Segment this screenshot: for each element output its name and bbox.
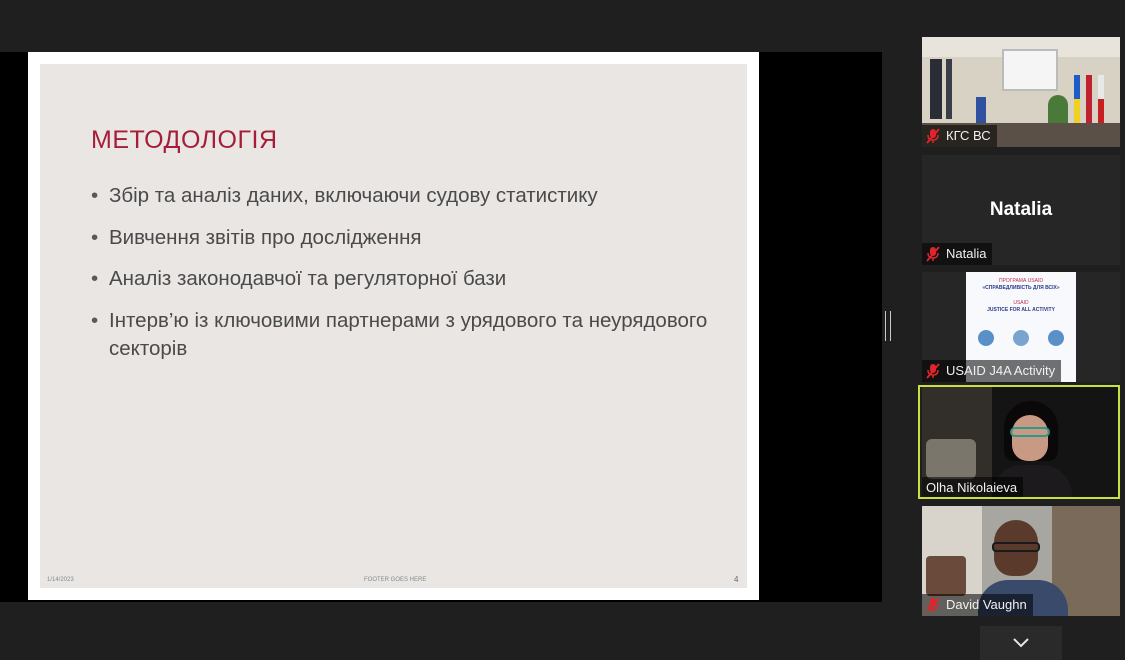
participant-name: USAID J4A Activity bbox=[946, 363, 1056, 378]
video-detail bbox=[1086, 75, 1092, 125]
mic-off-icon bbox=[926, 246, 940, 262]
participant-name-tag bbox=[922, 594, 1033, 616]
video-detail bbox=[1010, 427, 1050, 437]
usaid-card-text: USAID bbox=[1013, 300, 1029, 306]
bullet-text: Інтерв’ю із ключовими партнерами з урядового та неурядового секторів bbox=[109, 308, 708, 360]
participant-name: Natalia bbox=[946, 246, 987, 261]
participant-name: КГС ВС bbox=[946, 128, 991, 143]
participant-name-tag bbox=[922, 125, 997, 147]
bullet-dot-icon: • bbox=[91, 184, 99, 207]
video-detail bbox=[946, 59, 952, 119]
bullet-dot-icon: • bbox=[91, 225, 99, 249]
people-icon bbox=[1013, 330, 1029, 346]
participant-name: Olha Nikolaieva bbox=[926, 480, 1018, 495]
bullet-text: Вивчення звітів про дослідження bbox=[109, 225, 422, 249]
usaid-card-text: ПРОГРАМА USAID bbox=[999, 278, 1043, 284]
globe-icon bbox=[1048, 330, 1064, 346]
slide-title: МЕТОДОЛОГІЯ bbox=[91, 126, 278, 154]
participant-tile-active-speaker[interactable] bbox=[922, 387, 1120, 499]
bullet-dot-icon: • bbox=[91, 308, 99, 332]
slide-page-number: 4 bbox=[734, 575, 739, 584]
slide-bullet-list bbox=[91, 182, 711, 376]
usaid-card-text: JUSTICE FOR ALL ACTIVITY bbox=[987, 307, 1055, 313]
video-detail bbox=[1048, 95, 1068, 125]
mic-off-icon bbox=[926, 128, 940, 144]
mic-off-icon bbox=[926, 363, 940, 379]
participant-name-tag bbox=[922, 477, 1023, 499]
mic-off-icon bbox=[926, 597, 940, 613]
slide-content bbox=[40, 64, 747, 588]
slide-bullet bbox=[91, 182, 711, 210]
panel-resize-handle[interactable] bbox=[885, 311, 891, 341]
video-detail bbox=[1012, 415, 1048, 461]
slide-bullet bbox=[91, 307, 711, 363]
show-more-participants-button[interactable] bbox=[980, 626, 1062, 660]
participant-name-tag bbox=[922, 243, 992, 265]
bullet-text: Аналіз законодавчої та регуляторної бази bbox=[109, 267, 507, 290]
participant-tile[interactable] bbox=[922, 155, 1120, 265]
participant-name-tag bbox=[922, 360, 1061, 382]
video-detail bbox=[926, 556, 966, 596]
chevron-down-icon bbox=[1012, 637, 1030, 649]
participant-display-name: Natalia bbox=[989, 199, 1053, 220]
participant-tile[interactable] bbox=[922, 506, 1120, 616]
slide-footer-text: FOOTER GOES HERE bbox=[364, 577, 427, 583]
video-detail bbox=[1002, 49, 1058, 91]
slide-bullet bbox=[91, 265, 711, 293]
scales-icon bbox=[978, 330, 994, 346]
participant-name: David Vaughn bbox=[946, 597, 1027, 612]
video-detail bbox=[992, 542, 1040, 552]
video-detail bbox=[1098, 99, 1104, 125]
video-detail bbox=[926, 439, 976, 479]
video-detail bbox=[930, 59, 942, 119]
slide-footer-date: 1/14/2023 bbox=[47, 577, 74, 583]
bullet-dot-icon: • bbox=[91, 267, 99, 290]
shared-slide bbox=[28, 52, 759, 600]
slide-bullet bbox=[91, 224, 711, 252]
participant-tile[interactable] bbox=[922, 37, 1120, 147]
bullet-text: Збір та аналіз даних, включаючи судову статистику bbox=[109, 184, 598, 207]
participant-tile[interactable] bbox=[922, 272, 1120, 382]
usaid-card-text: «СПРАВЕДЛИВІСТЬ ДЛЯ ВСІХ» bbox=[982, 285, 1060, 291]
video-detail bbox=[1074, 99, 1080, 125]
screen-share-area bbox=[0, 52, 882, 602]
